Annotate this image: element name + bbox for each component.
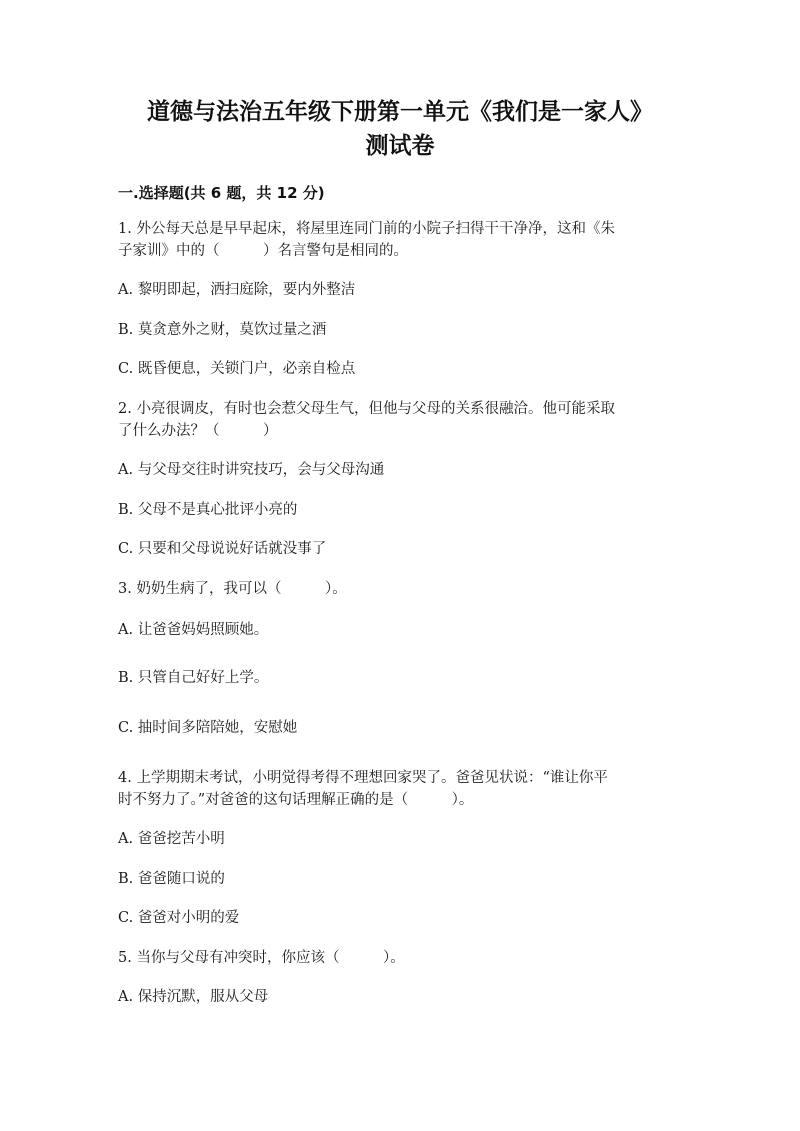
question-5-option-a: A. 保持沉默，服从父母 <box>118 989 269 1005</box>
section-heading: 一.选择题(共 6 题，共 12 分) <box>118 184 325 202</box>
question-5-stem: 5. 当你与父母有冲突时，你应该（ ）。 <box>118 950 405 966</box>
question-4-stem-continued: 时不努力了。”对爸爸的这句话理解正确的是（ ）。 <box>118 792 474 808</box>
question-2-stem: 2. 小亮很调皮，有时也会惹父母生气，但他与父母的关系很融洽。他可能采取 <box>118 401 615 417</box>
question-3-option-a: A. 让爸爸妈妈照顾她。 <box>118 622 269 638</box>
question-2-stem-continued: 了什么办法？（ ） <box>118 423 278 439</box>
question-4-option-c: C. 爸爸对小明的爱 <box>118 910 240 926</box>
question-4-option-b: B. 爸爸随口说的 <box>118 871 225 887</box>
question-2-option-a: A. 与父母交往时讲究技巧，会与父母沟通 <box>118 462 385 478</box>
page-title-continued: 测试卷 <box>365 133 435 159</box>
question-4-option-a: A. 爸爸挖苦小明 <box>118 831 225 847</box>
question-1-stem: 1. 外公每天总是早早起床，将屋里连同门前的小院子扫得干干净净，这和《朱 <box>118 221 615 237</box>
question-4-stem: 4. 上学期期末考试，小明觉得考得不理想回家哭了。爸爸见状说：“谁让你平 <box>118 770 608 786</box>
question-1-option-c: C. 既昏便息，关锁门户，必亲自检点 <box>118 361 356 377</box>
question-1-option-b: B. 莫贪意外之财，莫饮过量之酒 <box>118 322 327 338</box>
question-2-option-b: B. 父母不是真心批评小亮的 <box>118 502 298 518</box>
question-3-stem: 3. 奶奶生病了，我可以（ ）。 <box>118 581 347 597</box>
question-1-stem-continued: 子家训》中的（ ）名言警句是相同的。 <box>118 243 408 259</box>
question-3-option-c: C. 抽时间多陪陪她，安慰她 <box>118 720 298 736</box>
question-2-option-c: C. 只要和父母说说好话就没事了 <box>118 541 327 557</box>
question-1-option-a: A. 黎明即起，洒扫庭除，要内外整洁 <box>118 282 356 298</box>
page-title: 道德与法治五年级下册第一单元《我们是一家人》 <box>147 99 653 125</box>
question-3-option-b: B. 只管自己好好上学。 <box>118 670 269 686</box>
